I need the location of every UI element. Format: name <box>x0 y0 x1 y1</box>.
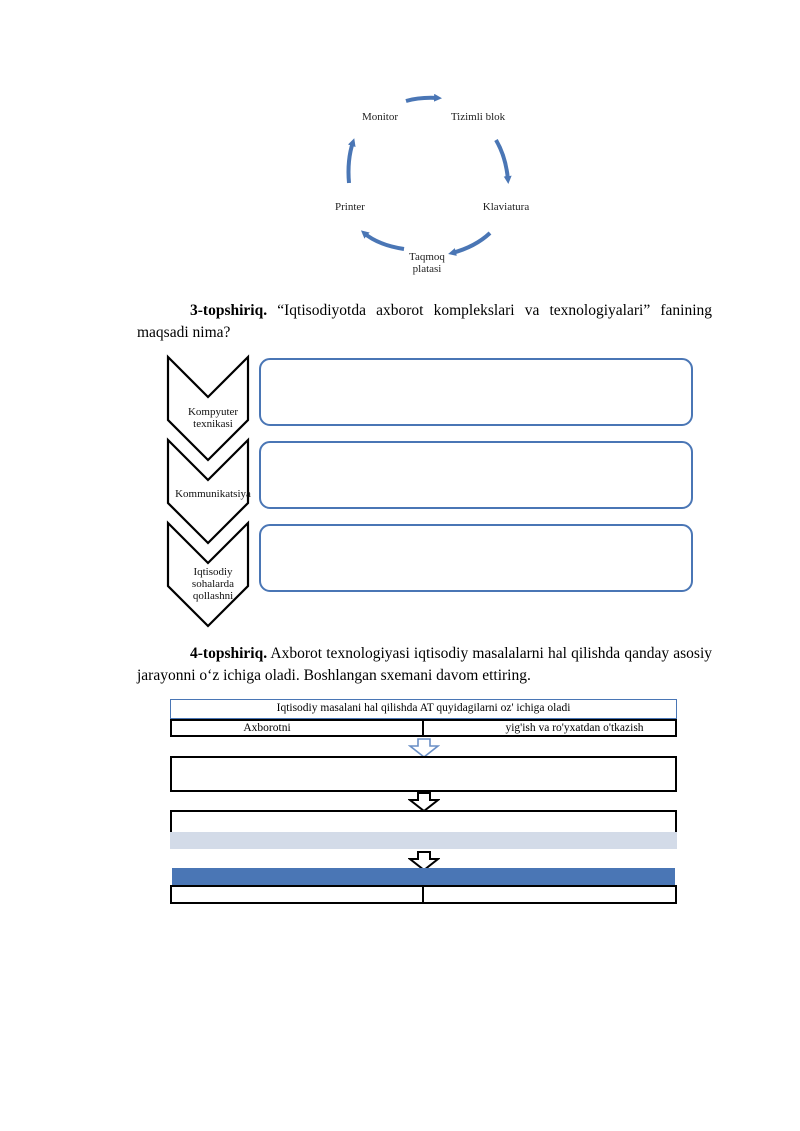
flow-header: Iqtisodiy masalani hal qilishda AT quyidagilarni oz' ichiga oladi <box>170 699 677 719</box>
task3-text: “Iqtisodiyotda axborot komplekslari va texnologiyalari” fanining maqsadi nima? <box>137 302 713 341</box>
cycle-arrow-2 <box>496 140 508 180</box>
flow-arrow-1 <box>408 738 440 758</box>
task3-paragraph <box>137 300 712 344</box>
chevron-label-kommunikatsiya: Kommunikatsiya <box>175 488 251 500</box>
cycle-arrow-4 <box>364 233 404 249</box>
cycle-label-taqmoq-platasi: Taqmoq platasi <box>409 251 445 275</box>
flow-bottom-right-cell <box>422 885 677 904</box>
cycle-arrow-5 <box>349 142 354 183</box>
flow-box-2 <box>170 756 677 792</box>
chevron-label-iqtisodiy: Iqtisodiy sohalarda qollashni <box>191 566 235 602</box>
flow-blue-band <box>172 868 675 885</box>
flow-box-3 <box>170 810 677 832</box>
flow-arrow-2 <box>408 792 440 812</box>
task4-label: 4-topshiriq. <box>190 645 268 662</box>
flow-left-cell: Axborotni <box>170 719 424 737</box>
cycle-label-tizimli-blok: Tizimli blok <box>450 111 506 123</box>
cycle-arrow-1 <box>406 98 438 101</box>
flow-bottom-left-cell <box>170 885 424 904</box>
task4-paragraph <box>137 643 712 687</box>
flow-gray-band <box>170 832 677 849</box>
cycle-label-printer: Printer <box>335 201 365 213</box>
cycle-label-monitor: Monitor <box>361 111 399 123</box>
chevron-box-1 <box>260 359 692 425</box>
cycle-label-klaviatura: Klaviatura <box>482 201 530 213</box>
chevron-label-kompyuter: Kompyuter texnikasi <box>187 406 239 430</box>
task3-label: 3-topshiriq. <box>190 302 268 319</box>
chevron-box-2 <box>260 442 692 508</box>
task4-text: Axborot texnologiyasi iqtisodiy masalalarni hal qilishda qanday asosiy jarayonni o‘z ichiga oladi. Boshlangan sxemani davom ettiring. <box>137 645 712 684</box>
flow-right-cell: yig'ish va ro'yxatdan o'tkazish <box>422 719 677 737</box>
chevron-box-3 <box>260 525 692 591</box>
cycle-arrow-3 <box>452 233 490 253</box>
